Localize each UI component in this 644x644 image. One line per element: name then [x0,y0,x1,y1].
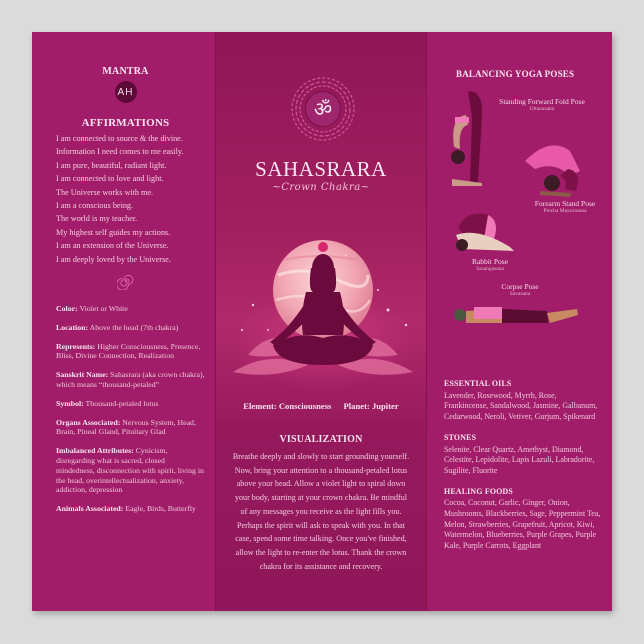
mantra-title: MANTRA [102,66,149,77]
meditation-illustration [228,230,418,390]
yoga-poses-title: BALANCING YOGA POSES [456,69,575,79]
affirmation-item: The world is my teacher. [56,214,138,224]
affirmations-list [46,132,205,266]
forward-fold-figure-icon [446,87,486,187]
pose-forward-fold: Standing Forward Fold Pose Uttanasana [499,97,585,112]
pose-corpse: Corpse Pose Savasana [501,282,539,297]
chakra-poster [32,32,612,611]
yoga-poses [440,79,602,379]
rabbit-pose-figure-icon [448,207,520,255]
affirmation-item: The Universe works with me. [56,187,154,197]
crown-chakra-lotus-icon [288,74,358,144]
corpse-pose-figure-icon [452,301,582,331]
pose-forearm-stand: Forearm Stand Pose Pincha Mayurasana [534,199,596,214]
stones-text: Selenite, Clear Quartz, Amethyst, Diamond, Celestite, Lepidolite, Lapis Lazuli, Labradorite, Sugilite, Fluorite [444,444,595,475]
fact-symbol: Symbol: Thousand-petaled lotus [56,398,159,408]
left-panel [32,32,215,611]
right-panel [427,32,612,611]
fact-sanskrit-name: Sanskrit Name: Sahasrara (aka crown chakra), which means “thousand-petaled” [56,370,205,390]
svg-text:ॐ: ॐ [313,97,333,121]
mantra-badge: AH [115,81,137,103]
fact-represents: Represents: Higher Consciousness, Presence, Bliss, Divine Connection, Realization [56,341,201,361]
stones-section [440,433,602,477]
affirmation-item: Information I need comes to me easily. [56,147,184,157]
fact-organs: Organs Associated: Nervous System, Head, Brain, Pineal Gland, Pituitary Glad [56,417,196,437]
fact-color: Color: Violet or White [56,304,128,314]
essential-oils-title: ESSENTIAL OILS [444,379,512,388]
essential-oils-text: Lavender, Rosewood, Myrrh, Rose, Frankincense, Sandalwood, Jasmine, Galbanum, Cedarwood, Neroli, Vetiver, Gurjum, Spikenard [444,390,598,422]
visualization-text: Breathe deeply and slowly to start grounding yourself. Now, bring your attention to a thousand-petaled lotus above your head. Allow a violet light to spiral down your body, starting at your crown chakra. Be mindful of any messages you receive as the light fills you. Perhaps the spirit will ask to speak with you. In that case, spend some time talking. Once you've finished, allow the light to re-enter the lotus. Thank the crown chakra for its assistance and recovery. [232,452,410,571]
affirmation-item: I am connected to source & the divine. [56,134,183,143]
essential-oils-section [440,379,602,423]
affirmation-item: My highest self guides my actions. [56,227,171,237]
planet-label: Planet: Jupiter [343,401,399,411]
fact-animals: Animals Associated: Eagle, Birds, Butterfly [56,504,196,514]
element-planet-row [216,401,426,411]
healing-foods-text: Cocoa, Coconut, Garlic, Ginger, Onion, Mushrooms, Blackberries, Sage, Peppermint Tea, Melon, Strawberries, Grapefruit, Apricot, Kiwi, Watermelon, Blueberries, Purple Grapes, Purple Kale, Purple Carrots, Eggplant [444,498,601,551]
visualization-title: VISUALIZATION [279,434,363,445]
healing-foods-section [440,487,602,552]
pose-rabbit: Rabbit Pose Sasangasana [471,257,509,272]
stones-title: STONES [444,432,477,442]
affirmation-item: I am deeply loved by the Universe. [56,254,171,264]
affirmation-item: I am pure, beautiful, radiant light. [56,160,167,170]
affirmations-title: AFFIRMATIONS [81,117,170,129]
spiral-icon [117,272,135,290]
affirmation-item: I am a conscious being. [56,201,134,211]
fact-imbalanced: Imbalanced Attributes: Cynicism, disregarding what is sacred, closed mindedness, disconnection with spirit, living in the head, overintellectualization, anxiety, addiction, depression [56,446,204,495]
healing-foods-title: HEALING FOODS [444,486,514,496]
affirmation-item: I am an extension of the Universe. [56,241,169,251]
chakra-facts [46,304,205,514]
chakra-title: SAHASRARA [255,157,387,181]
forearm-stand-figure-icon [510,131,590,201]
fact-location: Location: Above the head (7th chakra) [56,322,179,332]
element-label: Element: Consciousness [243,401,332,411]
center-panel [215,32,427,611]
affirmation-item: I am connected to love and light. [56,174,164,184]
chakra-subtitle: ~Crown Chakra~ [272,182,370,193]
